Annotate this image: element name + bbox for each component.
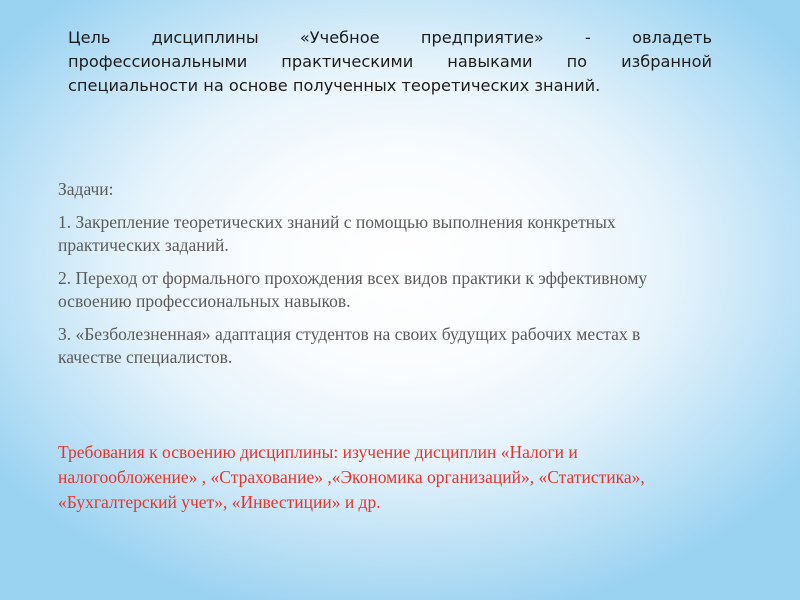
discipline-goal-text: Цель дисциплины «Учебное предприятие» - овладеть профессиональными практическими навыками по избранной специальности на основе полученных теоретических знаний.: [68, 28, 712, 95]
tasks-heading: Задачи:: [58, 179, 114, 199]
requirements-text: Требования к освоению дисциплины: изучение дисциплин «Налоги и налогообложение» , «Страхование» ,«Экономика организаций», «Статистика», «Бухгалтерский учет», «Инвестиции» и др.: [58, 442, 645, 512]
task-item-3: 3. «Безболезненная» адаптация студентов на своих будущих рабочих местах в качестве специалистов.: [58, 323, 641, 367]
task-item-2: 2. Переход от формального прохождения всех видов практики к эффективному освоению профессиональных навыков.: [58, 267, 648, 311]
task-item-1: 1. Закрепление теоретических знаний с помощью выполнения конкретных практических заданий.: [58, 211, 616, 255]
tasks-block: [58, 178, 668, 379]
